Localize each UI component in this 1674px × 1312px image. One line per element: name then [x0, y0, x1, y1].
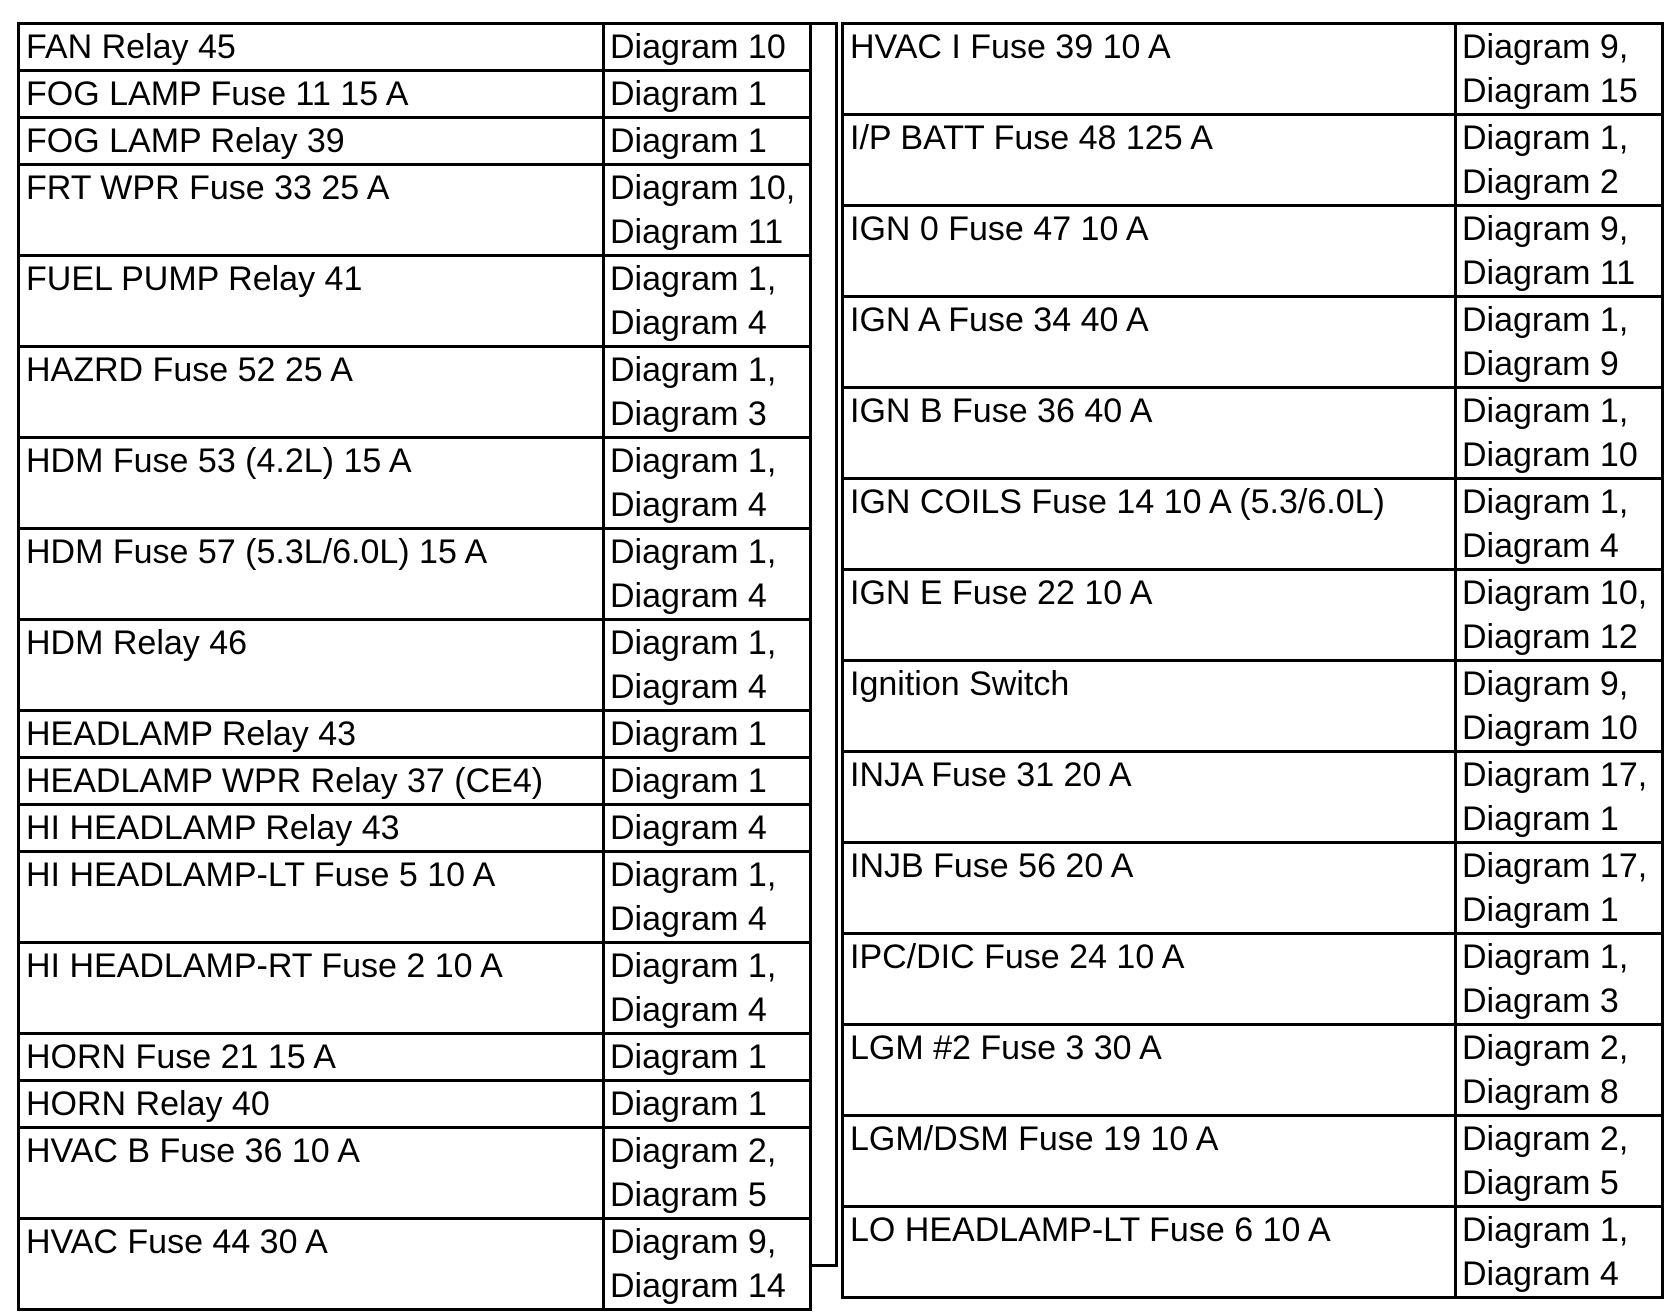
table-row [19, 1081, 811, 1128]
component-name: FOG LAMP Relay 39 [19, 118, 604, 165]
diagram-ref-line: Diagram 9, [1462, 665, 1629, 703]
component-name: IPC/DIC Fuse 24 10 A [843, 934, 1456, 1025]
component-name: IGN COILS Fuse 14 10 A (5.3/6.0L) [843, 479, 1456, 570]
diagram-ref [604, 943, 811, 1034]
diagram-ref [1456, 1025, 1663, 1116]
diagram-ref-line: Diagram 11 [610, 213, 784, 251]
diagram-ref [604, 852, 811, 943]
diagram-ref-line: Diagram 1, [610, 260, 777, 298]
diagram-ref-line: Diagram 3 [1462, 982, 1619, 1020]
diagram-ref [1456, 206, 1663, 297]
diagram-ref [1456, 1116, 1663, 1207]
table-row [843, 1025, 1663, 1116]
component-name: HI HEADLAMP Relay 43 [19, 805, 604, 852]
diagram-ref-line: Diagram 17, [1462, 847, 1648, 885]
table-row [19, 852, 811, 943]
table-row [843, 24, 1663, 115]
table-row [843, 661, 1663, 752]
component-name: HORN Relay 40 [19, 1081, 604, 1128]
diagram-ref-line: Diagram 17, [1462, 756, 1648, 794]
table-row [19, 711, 811, 758]
diagram-ref-line: Diagram 1, [610, 442, 777, 480]
diagram-ref [604, 256, 811, 347]
table-row [19, 347, 811, 438]
component-name: HDM Fuse 53 (4.2L) 15 A [19, 438, 604, 529]
diagram-ref [604, 620, 811, 711]
diagram-ref-line: Diagram 4 [610, 486, 767, 524]
table-row [843, 115, 1663, 206]
component-name: HDM Relay 46 [19, 620, 604, 711]
table-row [19, 943, 811, 1034]
diagram-ref-line: Diagram 4 [610, 577, 767, 615]
diagram-ref-line: Diagram 1 [610, 75, 767, 113]
diagram-ref-line: Diagram 1, [1462, 483, 1629, 521]
component-name: HVAC B Fuse 36 10 A [19, 1128, 604, 1219]
diagram-ref-line: Diagram 1 [610, 1038, 767, 1076]
index-table-right [841, 22, 1664, 1299]
diagram-ref-line: Diagram 1, [610, 351, 777, 389]
diagram-ref-line: Diagram 8 [1462, 1073, 1619, 1111]
diagram-ref [1456, 24, 1663, 115]
component-name: LO HEADLAMP-LT Fuse 6 10 A [843, 1207, 1456, 1298]
component-name: HDM Fuse 57 (5.3L/6.0L) 15 A [19, 529, 604, 620]
table-row [843, 1207, 1663, 1298]
component-name: FUEL PUMP Relay 41 [19, 256, 604, 347]
table-row [843, 1116, 1663, 1207]
component-name: I/P BATT Fuse 48 125 A [843, 115, 1456, 206]
diagram-ref [604, 711, 811, 758]
component-name: HVAC I Fuse 39 10 A [843, 24, 1456, 115]
diagram-ref [604, 529, 811, 620]
diagram-ref [604, 71, 811, 118]
diagram-ref-line: Diagram 10, [1462, 574, 1648, 612]
index-table-left-body [19, 24, 811, 1310]
diagram-ref-line: Diagram 9, [1462, 28, 1629, 66]
component-name: Ignition Switch [843, 661, 1456, 752]
diagram-ref [604, 24, 811, 71]
table-row [19, 758, 811, 805]
diagram-ref [1456, 297, 1663, 388]
component-name: HI HEADLAMP-RT Fuse 2 10 A [19, 943, 604, 1034]
diagram-ref [1456, 1207, 1663, 1298]
table-row [843, 388, 1663, 479]
diagram-ref [604, 165, 811, 256]
diagram-ref-line: Diagram 1 [1462, 800, 1619, 838]
table-row [843, 206, 1663, 297]
diagram-ref-line: Diagram 2 [1462, 163, 1619, 201]
component-name: IGN B Fuse 36 40 A [843, 388, 1456, 479]
diagram-ref-line: Diagram 2, [610, 1132, 777, 1170]
table-row [19, 24, 811, 71]
diagram-ref-line: Diagram 2, [1462, 1029, 1629, 1067]
component-name: IGN 0 Fuse 47 10 A [843, 206, 1456, 297]
index-table-left [17, 22, 812, 1311]
diagram-ref [1456, 570, 1663, 661]
table-row [19, 1034, 811, 1081]
table-row [843, 570, 1663, 661]
diagram-ref [1456, 934, 1663, 1025]
diagram-ref-line: Diagram 1 [610, 762, 767, 800]
component-name: HORN Fuse 21 15 A [19, 1034, 604, 1081]
component-name: INJB Fuse 56 20 A [843, 843, 1456, 934]
table-row [19, 1219, 811, 1310]
table-row [19, 805, 811, 852]
diagram-ref-line: Diagram 1, [610, 624, 777, 662]
diagram-ref [604, 1219, 811, 1310]
diagram-ref-line: Diagram 14 [610, 1267, 786, 1305]
table-row [19, 256, 811, 347]
component-name: IGN A Fuse 34 40 A [843, 297, 1456, 388]
diagram-ref-line: Diagram 2, [1462, 1120, 1629, 1158]
diagram-ref [604, 438, 811, 529]
diagram-ref [604, 347, 811, 438]
diagram-ref [604, 805, 811, 852]
diagram-ref-line: Diagram 1, [1462, 392, 1629, 430]
diagram-ref-line: Diagram 1, [610, 856, 777, 894]
table-row [19, 118, 811, 165]
component-name: HEADLAMP Relay 43 [19, 711, 604, 758]
component-name: INJA Fuse 31 20 A [843, 752, 1456, 843]
diagram-ref-line: Diagram 1 [610, 122, 767, 160]
table-row [843, 752, 1663, 843]
diagram-ref-line: Diagram 10 [1462, 436, 1638, 474]
diagram-ref [604, 118, 811, 165]
diagram-ref-line: Diagram 4 [610, 900, 767, 938]
diagram-ref-line: Diagram 10, [610, 169, 796, 207]
index-table-right-body [843, 24, 1663, 1298]
diagram-ref-line: Diagram 1, [610, 533, 777, 571]
diagram-ref [604, 1034, 811, 1081]
component-name: FAN Relay 45 [19, 24, 604, 71]
diagram-ref [1456, 752, 1663, 843]
diagram-ref-line: Diagram 1 [1462, 891, 1619, 929]
diagram-ref [604, 1081, 811, 1128]
diagram-ref-line: Diagram 10 [1462, 709, 1638, 747]
table-row [19, 165, 811, 256]
diagram-ref [604, 758, 811, 805]
diagram-ref-line: Diagram 15 [1462, 72, 1638, 110]
component-name: IGN E Fuse 22 10 A [843, 570, 1456, 661]
diagram-ref-line: Diagram 11 [1462, 254, 1636, 292]
diagram-ref [1456, 388, 1663, 479]
diagram-ref-line: Diagram 1, [1462, 938, 1629, 976]
component-name: HAZRD Fuse 52 25 A [19, 347, 604, 438]
diagram-ref-line: Diagram 1 [610, 715, 767, 753]
diagram-ref-line: Diagram 1, [1462, 301, 1629, 339]
component-name: FOG LAMP Fuse 11 15 A [19, 71, 604, 118]
diagram-ref-line: Diagram 5 [610, 1176, 767, 1214]
diagram-ref-line: Diagram 9, [1462, 210, 1629, 248]
component-name: LGM #2 Fuse 3 30 A [843, 1025, 1456, 1116]
table-row [843, 297, 1663, 388]
diagram-ref-line: Diagram 4 [1462, 1255, 1619, 1293]
diagram-ref-line: Diagram 1, [610, 947, 777, 985]
diagram-ref-line: Diagram 4 [610, 304, 767, 342]
component-name: LGM/DSM Fuse 19 10 A [843, 1116, 1456, 1207]
diagram-ref-line: Diagram 1 [610, 1085, 767, 1123]
component-name: HVAC Fuse 44 30 A [19, 1219, 604, 1310]
diagram-ref-line: Diagram 12 [1462, 618, 1638, 656]
diagram-ref-line: Diagram 5 [1462, 1164, 1619, 1202]
table-row [19, 71, 811, 118]
component-name: HI HEADLAMP-LT Fuse 5 10 A [19, 852, 604, 943]
diagram-ref-line: Diagram 10 [610, 28, 786, 66]
diagram-ref-line: Diagram 4 [610, 809, 767, 847]
diagram-ref-line: Diagram 4 [610, 668, 767, 706]
diagram-ref [1456, 661, 1663, 752]
table-row [19, 1128, 811, 1219]
diagram-ref [1456, 843, 1663, 934]
component-name: FRT WPR Fuse 33 25 A [19, 165, 604, 256]
diagram-ref-line: Diagram 9 [1462, 345, 1619, 383]
table-row [19, 438, 811, 529]
component-name: HEADLAMP WPR Relay 37 (CE4) [19, 758, 604, 805]
diagram-ref-line: Diagram 1, [1462, 1211, 1629, 1249]
table-row [843, 479, 1663, 570]
diagram-ref-line: Diagram 3 [610, 395, 767, 433]
diagram-ref [604, 1128, 811, 1219]
diagram-ref [1456, 479, 1663, 570]
diagram-ref [1456, 115, 1663, 206]
table-row [19, 529, 811, 620]
diagram-ref-line: Diagram 4 [1462, 527, 1619, 565]
table-row [19, 620, 811, 711]
diagram-ref-line: Diagram 9, [610, 1223, 777, 1261]
table-row [843, 934, 1663, 1025]
table-row [843, 843, 1663, 934]
column-separator [809, 22, 838, 1267]
diagram-ref-line: Diagram 4 [610, 991, 767, 1029]
diagram-ref-line: Diagram 1, [1462, 119, 1629, 157]
